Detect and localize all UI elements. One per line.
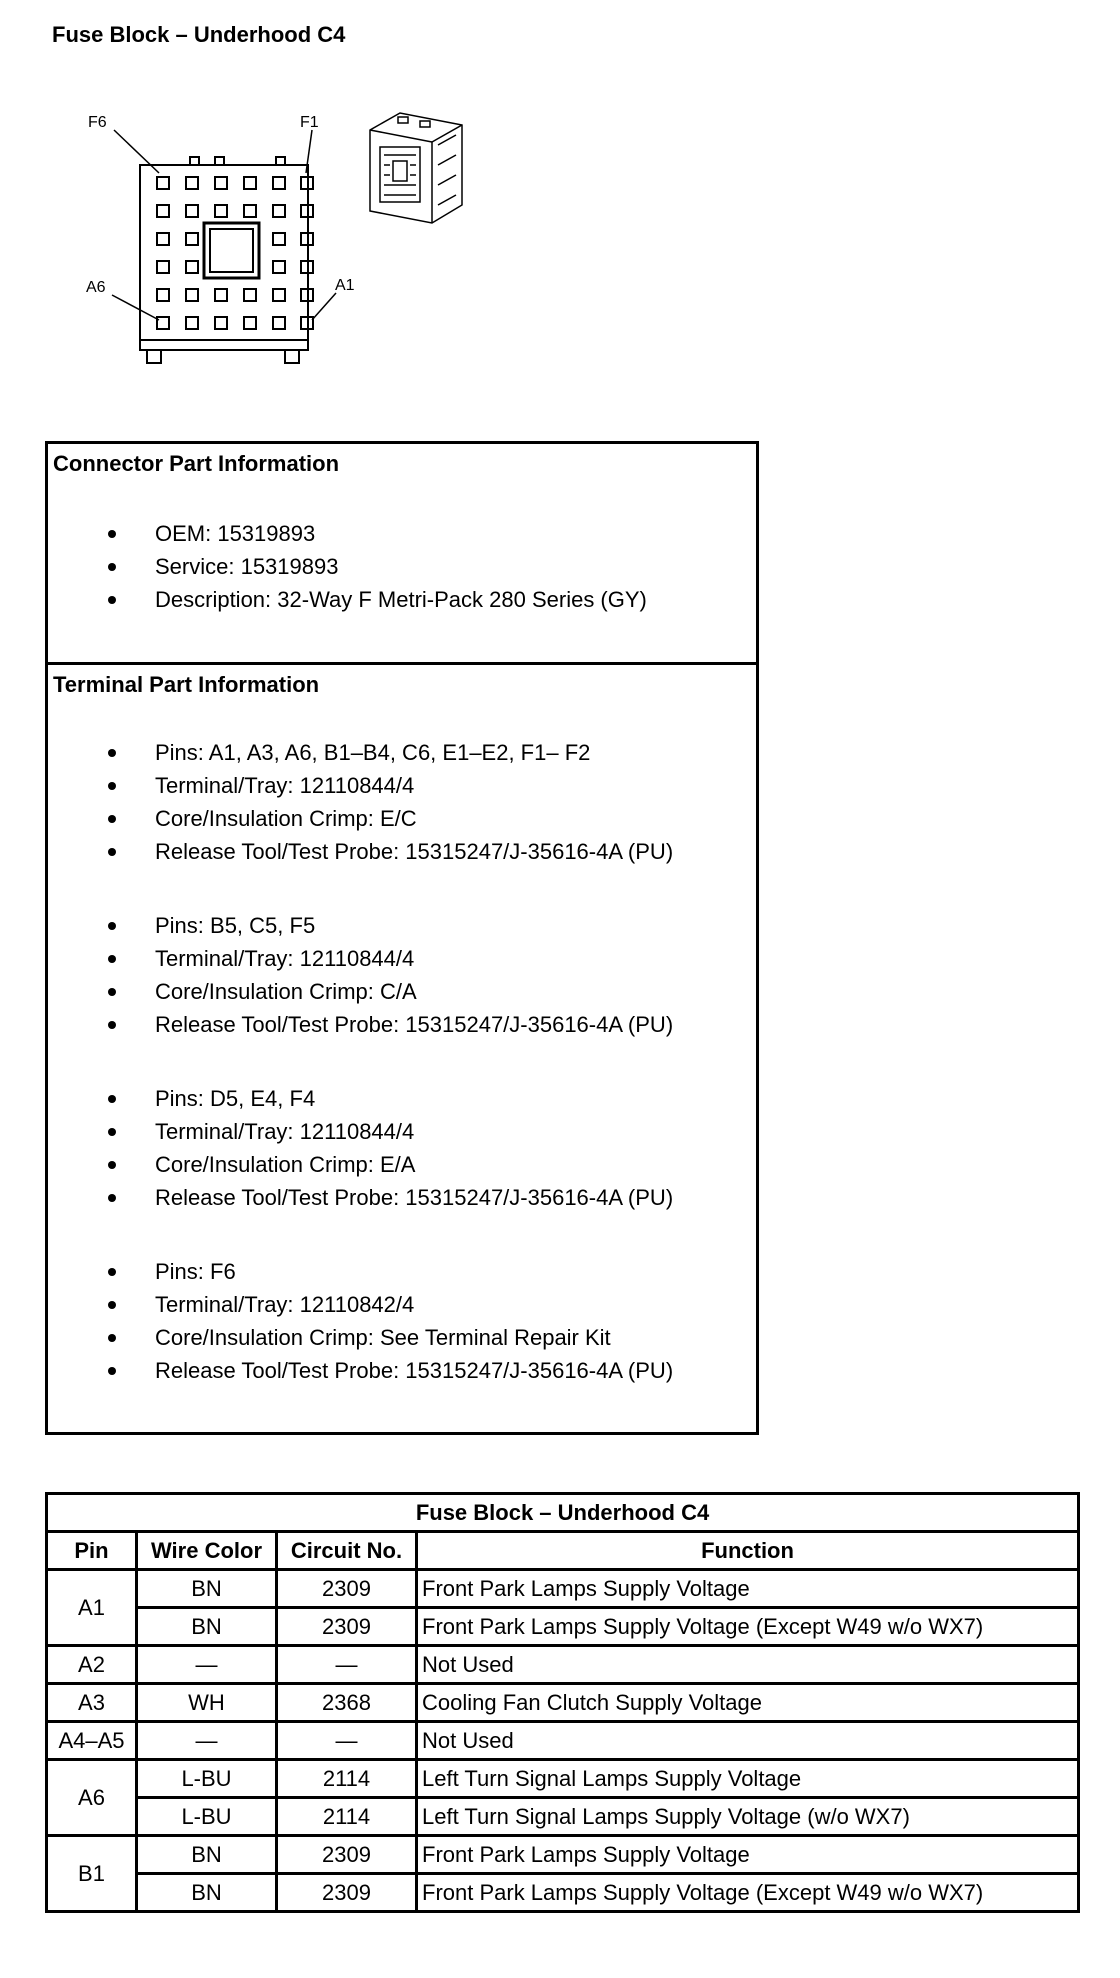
wire-color-cell: BN <box>137 1874 277 1912</box>
circuit-cell: — <box>277 1722 417 1760</box>
list-item: Pins: B5, C5, F5 <box>48 909 756 942</box>
list-item: Release Tool/Test Probe: 15315247/J-35616-4A (PU) <box>48 1181 756 1214</box>
connector-face-view <box>112 130 336 363</box>
table-row <box>47 1798 1079 1836</box>
terminal-group <box>48 736 756 868</box>
function-cell: Not Used <box>417 1722 1079 1760</box>
pin-cell: B1 <box>47 1836 137 1912</box>
list-item: Description: 32-Way F Metri-Pack 280 Series (GY) <box>48 583 756 616</box>
list-item: Terminal/Tray: 12110844/4 <box>48 942 756 975</box>
function-cell: Not Used <box>417 1646 1079 1684</box>
list-item: Pins: D5, E4, F4 <box>48 1082 756 1115</box>
terminal-group <box>48 1082 756 1214</box>
table-row <box>47 1836 1079 1874</box>
table-title: Fuse Block – Underhood C4 <box>47 1494 1079 1532</box>
circuit-cell: 2309 <box>277 1836 417 1874</box>
column-header: Wire Color <box>137 1532 277 1570</box>
circuit-cell: 2368 <box>277 1684 417 1722</box>
list-item: Core/Insulation Crimp: E/C <box>48 802 756 835</box>
connector-part-heading: Connector Part Information <box>53 451 340 476</box>
label-a1: A1 <box>335 277 355 294</box>
list-item: Core/Insulation Crimp: C/A <box>48 975 756 1008</box>
wire-color-cell: — <box>137 1722 277 1760</box>
list-item: Terminal/Tray: 12110844/4 <box>48 769 756 802</box>
wire-color-cell: — <box>137 1646 277 1684</box>
column-header: Circuit No. <box>277 1532 417 1570</box>
table-row <box>47 1874 1079 1912</box>
terminal-part-section <box>48 665 756 1432</box>
list-item: Release Tool/Test Probe: 15315247/J-35616-4A (PU) <box>48 1008 756 1041</box>
pin-cell: A2 <box>47 1646 137 1684</box>
circuit-cell: 2114 <box>277 1798 417 1836</box>
wire-color-cell: BN <box>137 1836 277 1874</box>
pin-cell: A3 <box>47 1684 137 1722</box>
table-row <box>47 1646 1079 1684</box>
wire-color-cell: BN <box>137 1608 277 1646</box>
list-item: Pins: F6 <box>48 1255 756 1288</box>
table-row <box>47 1570 1079 1608</box>
list-item: Release Tool/Test Probe: 15315247/J-35616-4A (PU) <box>48 1354 756 1387</box>
pin-cell: A4–A5 <box>47 1722 137 1760</box>
list-item: Release Tool/Test Probe: 15315247/J-35616-4A (PU) <box>48 835 756 868</box>
page-title: Fuse Block – Underhood C4 <box>52 22 346 47</box>
list-item: Terminal/Tray: 12110842/4 <box>48 1288 756 1321</box>
pin-cavities <box>157 177 313 329</box>
function-cell: Cooling Fan Clutch Supply Voltage <box>417 1684 1079 1722</box>
table-row <box>47 1760 1079 1798</box>
function-cell: Front Park Lamps Supply Voltage (Except W49 w/o WX7) <box>417 1608 1079 1646</box>
table-row <box>47 1608 1079 1646</box>
terminal-part-heading: Terminal Part Information <box>53 672 320 697</box>
connector-face-diagram <box>80 105 500 375</box>
function-cell: Left Turn Signal Lamps Supply Voltage (w/o WX7) <box>417 1798 1079 1836</box>
wire-color-cell: BN <box>137 1570 277 1608</box>
pin-cell: A6 <box>47 1760 137 1836</box>
pin-cell: A1 <box>47 1570 137 1646</box>
list-item: Pins: A1, A3, A6, B1–B4, C6, E1–E2, F1– F2 <box>48 736 756 769</box>
label-f1: F1 <box>300 114 319 131</box>
part-information-box <box>45 441 759 1435</box>
table-row <box>47 1684 1079 1722</box>
list-item: OEM: 15319893 <box>48 517 756 550</box>
wire-color-cell: WH <box>137 1684 277 1722</box>
function-cell: Front Park Lamps Supply Voltage <box>417 1570 1079 1608</box>
connector-part-section <box>48 444 756 665</box>
function-cell: Front Park Lamps Supply Voltage <box>417 1836 1079 1874</box>
circuit-cell: 2309 <box>277 1570 417 1608</box>
label-f6: F6 <box>88 114 107 131</box>
connector-perspective-view <box>370 113 462 223</box>
column-header: Pin <box>47 1532 137 1570</box>
wire-color-cell: L-BU <box>137 1798 277 1836</box>
function-cell: Left Turn Signal Lamps Supply Voltage <box>417 1760 1079 1798</box>
circuit-cell: — <box>277 1646 417 1684</box>
terminal-group <box>48 909 756 1041</box>
list-item: Terminal/Tray: 12110844/4 <box>48 1115 756 1148</box>
circuit-cell: 2309 <box>277 1608 417 1646</box>
pin-table <box>45 1492 1080 1913</box>
column-header: Function <box>417 1532 1079 1570</box>
list-item: Core/Insulation Crimp: See Terminal Repair Kit <box>48 1321 756 1354</box>
function-cell: Front Park Lamps Supply Voltage (Except W49 w/o WX7) <box>417 1874 1079 1912</box>
connector-part-list <box>48 517 756 616</box>
label-a6: A6 <box>86 279 106 296</box>
circuit-cell: 2309 <box>277 1874 417 1912</box>
terminal-group <box>48 1255 756 1387</box>
wire-color-cell: L-BU <box>137 1760 277 1798</box>
table-row <box>47 1722 1079 1760</box>
circuit-cell: 2114 <box>277 1760 417 1798</box>
list-item: Service: 15319893 <box>48 550 756 583</box>
list-item: Core/Insulation Crimp: E/A <box>48 1148 756 1181</box>
